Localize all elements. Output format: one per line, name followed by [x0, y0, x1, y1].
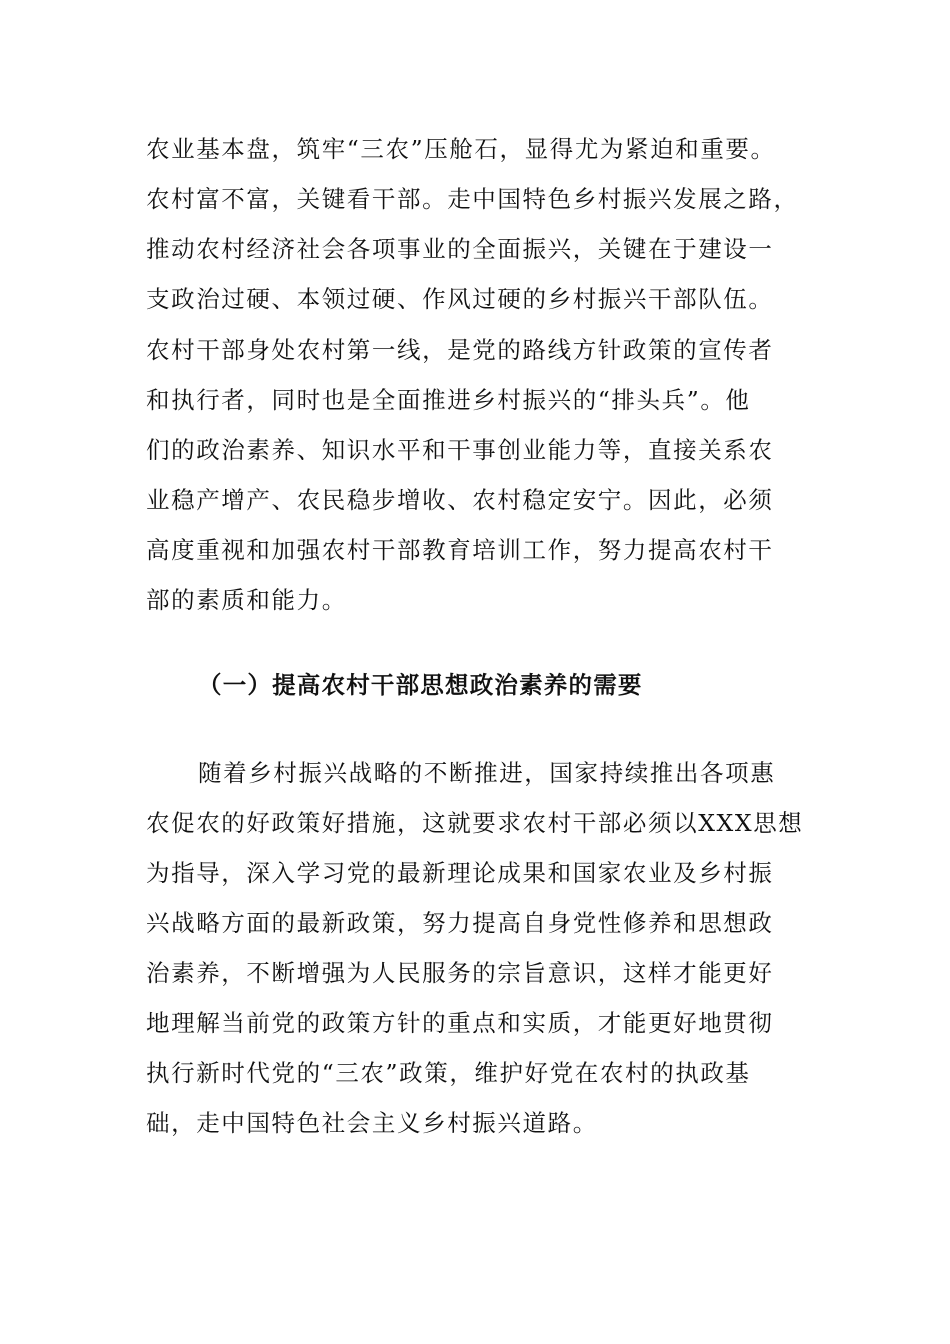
text-line: 推动农村经济社会各项事业的全面振兴，关键在于建设一 — [146, 235, 774, 263]
text-line: 支政治过硬、本领过硬、作风过硬的乡村振兴干部队伍。 — [146, 285, 774, 313]
text-line: 们的政治素养、知识水平和干事创业能力等，直接关系农 — [146, 436, 774, 464]
text-line: 部的素质和能力。 — [146, 586, 347, 614]
text-line: 高度重视和加强农村干部教育培训工作，努力提高农村干 — [146, 536, 774, 564]
text-line: 和执行者，同时也是全面推进乡村振兴的“排头兵”。他 — [146, 386, 751, 414]
text-line: 农村干部身处农村第一线，是党的路线方针政策的宣传者 — [146, 336, 774, 364]
text-line: 地理解当前党的政策方针的重点和实质，才能更好地贯彻 — [146, 1009, 774, 1037]
text-line: 农村富不富，关键看干部。走中国特色乡村振兴发展之路， — [146, 185, 799, 213]
text-line: 执行新时代党的“三农”政策，维护好党在农村的执政基 — [146, 1059, 751, 1087]
text-line: 为指导，深入学习党的最新理论成果和国家农业及乡村振 — [146, 859, 774, 887]
text-line: 农业基本盘，筑牢“三农”压舱石，显得尤为紧迫和重要。 — [146, 135, 776, 163]
section-heading: （一）提高农村干部思想政治素养的需要 — [198, 671, 643, 699]
text-line: 随着乡村振兴战略的不断推进，国家持续推出各项惠 — [198, 759, 776, 787]
text-line: 农促农的好政策好措施，这就要求农村干部必须以XXX思想 — [146, 809, 804, 837]
text-line: 治素养，不断增强为人民服务的宗旨意识，这样才能更好 — [146, 959, 774, 987]
text-line: 业稳产增产、农民稳步增收、农村稳定安宁。因此，必须 — [146, 486, 774, 514]
text-line: 兴战略方面的最新政策，努力提高自身党性修养和思想政 — [146, 909, 774, 937]
text-line: 础，走中国特色社会主义乡村振兴道路。 — [146, 1109, 598, 1137]
